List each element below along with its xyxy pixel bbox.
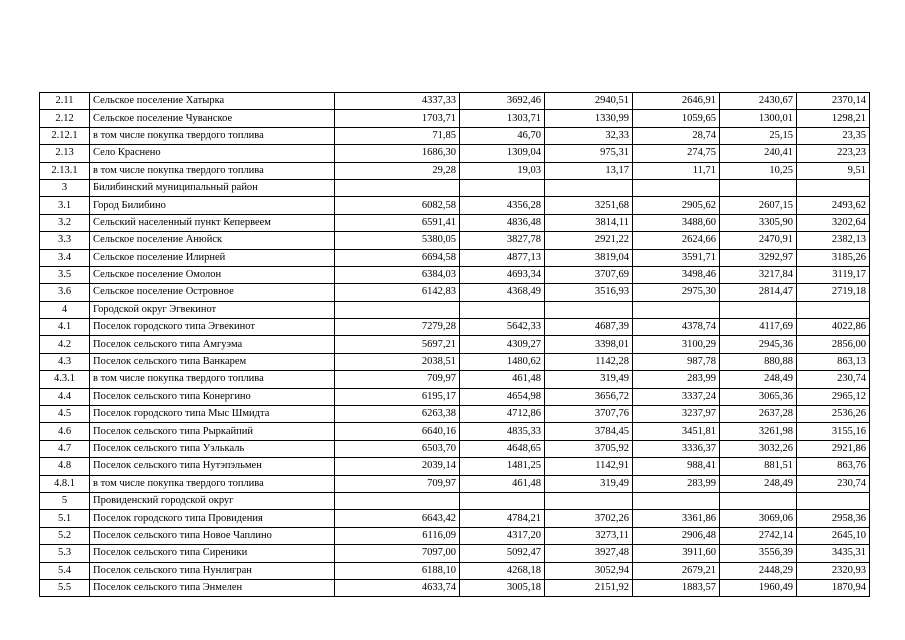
value-cell: 1303,71 [460,110,545,127]
settlement-name-cell: Поселок сельского типа Ванкарем [90,353,335,370]
row-number-cell: 5.2 [40,527,90,544]
value-cell: 319,49 [545,371,633,388]
value-cell: 9,51 [797,162,870,179]
row-number-cell: 4.8 [40,458,90,475]
row-number-cell: 4.3 [40,353,90,370]
value-cell: 4368,49 [460,284,545,301]
value-cell: 4378,74 [633,319,720,336]
row-number-cell: 4.6 [40,423,90,440]
value-cell: 2921,22 [545,232,633,249]
value-cell: 2536,26 [797,406,870,423]
value-cell: 987,78 [633,353,720,370]
value-cell [720,301,797,318]
row-number-cell: 3.3 [40,232,90,249]
table-row [40,319,870,336]
value-cell: 2856,00 [797,336,870,353]
value-cell: 2637,28 [720,406,797,423]
table-row [40,336,870,353]
value-cell: 32,33 [545,127,633,144]
table-row [40,440,870,457]
value-cell: 240,41 [720,145,797,162]
value-cell: 4356,28 [460,197,545,214]
value-cell: 4835,33 [460,423,545,440]
table-row [40,232,870,249]
value-cell: 248,49 [720,371,797,388]
value-cell: 5642,33 [460,319,545,336]
value-cell: 461,48 [460,475,545,492]
value-cell: 2320,93 [797,562,870,579]
value-cell: 975,31 [545,145,633,162]
value-cell: 1142,28 [545,353,633,370]
value-cell [545,492,633,509]
settlement-name-cell: Поселок сельского типа Нутэпэльмен [90,458,335,475]
settlement-name-cell: Поселок сельского типа Уэлькаль [90,440,335,457]
value-cell [335,492,460,509]
value-cell: 23,35 [797,127,870,144]
value-cell [460,179,545,196]
value-cell: 3707,76 [545,406,633,423]
row-number-cell: 4.7 [40,440,90,457]
value-cell: 7097,00 [335,545,460,562]
value-cell: 3119,17 [797,266,870,283]
value-cell: 3927,48 [545,545,633,562]
value-cell: 2151,92 [545,579,633,596]
value-cell: 1300,01 [720,110,797,127]
value-cell: 2607,15 [720,197,797,214]
value-cell: 5092,47 [460,545,545,562]
value-cell: 3656,72 [545,388,633,405]
value-cell: 3398,01 [545,336,633,353]
row-number-cell: 4.4 [40,388,90,405]
value-cell: 3591,71 [633,249,720,266]
row-number-cell: 5.5 [40,579,90,596]
value-cell: 6263,38 [335,406,460,423]
row-number-cell: 4 [40,301,90,318]
row-number-cell: 3.6 [40,284,90,301]
value-cell: 10,25 [720,162,797,179]
value-cell: 230,74 [797,475,870,492]
value-cell: 4687,39 [545,319,633,336]
table-row [40,579,870,596]
value-cell: 19,03 [460,162,545,179]
value-cell: 3702,26 [545,510,633,527]
settlement-name-cell: Сельское поселение Хатырка [90,93,335,110]
settlement-name-cell: Билибинский муниципальный район [90,179,335,196]
table-row [40,423,870,440]
value-cell: 3305,90 [720,214,797,231]
settlement-name-cell: Провиденский городской округ [90,492,335,509]
value-cell: 2975,30 [633,284,720,301]
settlement-name-cell: Сельский населенный пункт Кепервеем [90,214,335,231]
table-row [40,388,870,405]
value-cell: 6640,16 [335,423,460,440]
row-number-cell: 3.4 [40,249,90,266]
value-cell: 4317,20 [460,527,545,544]
value-cell: 2493,62 [797,197,870,214]
value-cell: 6384,03 [335,266,460,283]
row-number-cell: 2.11 [40,93,90,110]
table-row [40,492,870,509]
value-cell: 2470,91 [720,232,797,249]
table-row [40,527,870,544]
value-cell: 2742,14 [720,527,797,544]
value-cell: 3911,60 [633,545,720,562]
data-table [39,92,870,597]
value-cell: 25,15 [720,127,797,144]
value-cell: 3336,37 [633,440,720,457]
settlement-name-cell: в том числе покупка твердого топлива [90,127,335,144]
table-row [40,545,870,562]
value-cell [633,179,720,196]
value-cell: 4693,34 [460,266,545,283]
settlement-name-cell: в том числе покупка твердого топлива [90,371,335,388]
value-cell [460,301,545,318]
table-row [40,284,870,301]
table-row [40,475,870,492]
row-number-cell: 4.5 [40,406,90,423]
settlement-name-cell: Поселок сельского типа Новое Чаплино [90,527,335,544]
row-number-cell: 2.13.1 [40,162,90,179]
value-cell [797,492,870,509]
value-cell: 11,71 [633,162,720,179]
table-row [40,301,870,318]
table-row [40,110,870,127]
value-cell: 3516,93 [545,284,633,301]
row-number-cell: 5.3 [40,545,90,562]
row-number-cell: 3 [40,179,90,196]
settlement-name-cell: Поселок сельского типа Нунлигран [90,562,335,579]
value-cell: 2945,36 [720,336,797,353]
value-cell: 13,17 [545,162,633,179]
value-cell: 863,13 [797,353,870,370]
value-cell: 709,97 [335,371,460,388]
table-row [40,266,870,283]
settlement-name-cell: Поселок сельского типа Рыркайпий [90,423,335,440]
table-row [40,145,870,162]
value-cell: 2965,12 [797,388,870,405]
value-cell: 7279,28 [335,319,460,336]
value-cell [335,301,460,318]
settlement-name-cell: Город Билибино [90,197,335,214]
value-cell: 4648,65 [460,440,545,457]
value-cell: 3692,46 [460,93,545,110]
value-cell: 2679,21 [633,562,720,579]
value-cell: 4836,48 [460,214,545,231]
table-row [40,562,870,579]
value-cell: 461,48 [460,371,545,388]
settlement-name-cell: Село Краснено [90,145,335,162]
value-cell: 1298,21 [797,110,870,127]
row-number-cell: 3.1 [40,197,90,214]
value-cell: 1883,57 [633,579,720,596]
value-cell: 3705,92 [545,440,633,457]
row-number-cell: 5.1 [40,510,90,527]
value-cell: 2958,36 [797,510,870,527]
settlement-name-cell: в том числе покупка твердого топлива [90,162,335,179]
value-cell [633,301,720,318]
settlement-name-cell: Сельское поселение Островное [90,284,335,301]
value-cell: 2624,66 [633,232,720,249]
value-cell: 3202,64 [797,214,870,231]
value-cell: 1309,04 [460,145,545,162]
value-cell [545,301,633,318]
settlement-name-cell: в том числе покупка твердого топлива [90,475,335,492]
value-cell: 1703,71 [335,110,460,127]
value-cell: 3292,97 [720,249,797,266]
value-cell: 5697,21 [335,336,460,353]
value-cell: 2370,14 [797,93,870,110]
value-cell [633,492,720,509]
value-cell [720,179,797,196]
value-cell: 6591,41 [335,214,460,231]
value-cell: 1481,25 [460,458,545,475]
settlement-name-cell: Поселок сельского типа Конергино [90,388,335,405]
value-cell: 4117,69 [720,319,797,336]
value-cell: 2382,13 [797,232,870,249]
value-cell: 2905,62 [633,197,720,214]
value-cell: 4654,98 [460,388,545,405]
value-cell: 4309,27 [460,336,545,353]
settlement-name-cell: Поселок сельского типа Энмелен [90,579,335,596]
value-cell: 4712,86 [460,406,545,423]
value-cell: 2039,14 [335,458,460,475]
value-cell: 3451,81 [633,423,720,440]
value-cell: 1686,30 [335,145,460,162]
value-cell: 4784,21 [460,510,545,527]
settlement-name-cell: Сельское поселение Анюйск [90,232,335,249]
settlement-name-cell: Городской округ Эгвекинот [90,301,335,318]
value-cell: 283,99 [633,475,720,492]
value-cell: 1059,65 [633,110,720,127]
value-cell: 2719,18 [797,284,870,301]
value-cell: 3032,26 [720,440,797,457]
value-cell [797,179,870,196]
value-cell: 4633,74 [335,579,460,596]
value-cell: 3488,60 [633,214,720,231]
row-number-cell: 3.5 [40,266,90,283]
table-row [40,458,870,475]
value-cell: 3819,04 [545,249,633,266]
value-cell: 5380,05 [335,232,460,249]
value-cell: 6643,42 [335,510,460,527]
value-cell: 3185,26 [797,249,870,266]
row-number-cell: 2.13 [40,145,90,162]
row-number-cell: 4.3.1 [40,371,90,388]
row-number-cell: 3.2 [40,214,90,231]
value-cell: 3005,18 [460,579,545,596]
value-cell: 3155,16 [797,423,870,440]
value-cell: 6116,09 [335,527,460,544]
row-number-cell: 5.4 [40,562,90,579]
table-row [40,93,870,110]
value-cell: 283,99 [633,371,720,388]
table-row [40,249,870,266]
value-cell: 6142,83 [335,284,460,301]
value-cell: 4337,33 [335,93,460,110]
row-number-cell: 4.1 [40,319,90,336]
settlement-name-cell: Поселок городского типа Мыс Шмидта [90,406,335,423]
value-cell: 2038,51 [335,353,460,370]
value-cell: 3273,11 [545,527,633,544]
table-row [40,406,870,423]
table-row [40,197,870,214]
value-cell: 6503,70 [335,440,460,457]
settlement-name-cell: Поселок городского типа Провидения [90,510,335,527]
table-row [40,179,870,196]
value-cell: 3217,84 [720,266,797,283]
value-cell [460,492,545,509]
value-cell: 274,75 [633,145,720,162]
value-cell [545,179,633,196]
settlement-name-cell: Сельское поселение Омолон [90,266,335,283]
value-cell: 28,74 [633,127,720,144]
settlement-name-cell: Поселок городского типа Эгвекинот [90,319,335,336]
value-cell: 3814,11 [545,214,633,231]
value-cell: 3100,29 [633,336,720,353]
value-cell: 3337,24 [633,388,720,405]
table-row [40,127,870,144]
value-cell: 3827,78 [460,232,545,249]
table-row [40,510,870,527]
table-row [40,214,870,231]
value-cell: 2921,86 [797,440,870,457]
settlement-name-cell: Сельское поселение Чуванское [90,110,335,127]
value-cell: 2906,48 [633,527,720,544]
value-cell: 2940,51 [545,93,633,110]
value-cell: 248,49 [720,475,797,492]
value-cell: 6082,58 [335,197,460,214]
value-cell [720,492,797,509]
value-cell: 4022,86 [797,319,870,336]
value-cell: 3261,98 [720,423,797,440]
value-cell: 2646,91 [633,93,720,110]
value-cell: 1960,49 [720,579,797,596]
table-row [40,353,870,370]
value-cell: 6195,17 [335,388,460,405]
value-cell: 1870,94 [797,579,870,596]
value-cell: 3707,69 [545,266,633,283]
value-cell: 46,70 [460,127,545,144]
value-cell: 3498,46 [633,266,720,283]
value-cell: 6188,10 [335,562,460,579]
value-cell: 988,41 [633,458,720,475]
value-cell: 2448,29 [720,562,797,579]
table-row [40,371,870,388]
value-cell: 2645,10 [797,527,870,544]
value-cell: 1330,99 [545,110,633,127]
value-cell: 3556,39 [720,545,797,562]
value-cell: 4877,13 [460,249,545,266]
value-cell: 3052,94 [545,562,633,579]
value-cell: 880,88 [720,353,797,370]
value-cell: 4268,18 [460,562,545,579]
value-cell: 6694,58 [335,249,460,266]
settlement-name-cell: Сельское поселение Илирней [90,249,335,266]
value-cell: 709,97 [335,475,460,492]
row-number-cell: 2.12 [40,110,90,127]
value-cell: 3237,97 [633,406,720,423]
row-number-cell: 5 [40,492,90,509]
table-row [40,162,870,179]
value-cell: 319,49 [545,475,633,492]
value-cell [797,301,870,318]
row-number-cell: 2.12.1 [40,127,90,144]
row-number-cell: 4.2 [40,336,90,353]
settlement-name-cell: Поселок сельского типа Сиреники [90,545,335,562]
value-cell: 2430,67 [720,93,797,110]
value-cell: 3784,45 [545,423,633,440]
value-cell: 3065,36 [720,388,797,405]
value-cell: 223,23 [797,145,870,162]
value-cell: 2814,47 [720,284,797,301]
table-body [40,93,870,597]
row-number-cell: 4.8.1 [40,475,90,492]
value-cell: 3435,31 [797,545,870,562]
value-cell: 1480,62 [460,353,545,370]
value-cell: 3361,86 [633,510,720,527]
value-cell: 3069,06 [720,510,797,527]
value-cell: 881,51 [720,458,797,475]
value-cell [335,179,460,196]
value-cell: 3251,68 [545,197,633,214]
settlement-name-cell: Поселок сельского типа Амгуэма [90,336,335,353]
value-cell: 1142,91 [545,458,633,475]
value-cell: 29,28 [335,162,460,179]
value-cell: 863,76 [797,458,870,475]
value-cell: 230,74 [797,371,870,388]
value-cell: 71,85 [335,127,460,144]
